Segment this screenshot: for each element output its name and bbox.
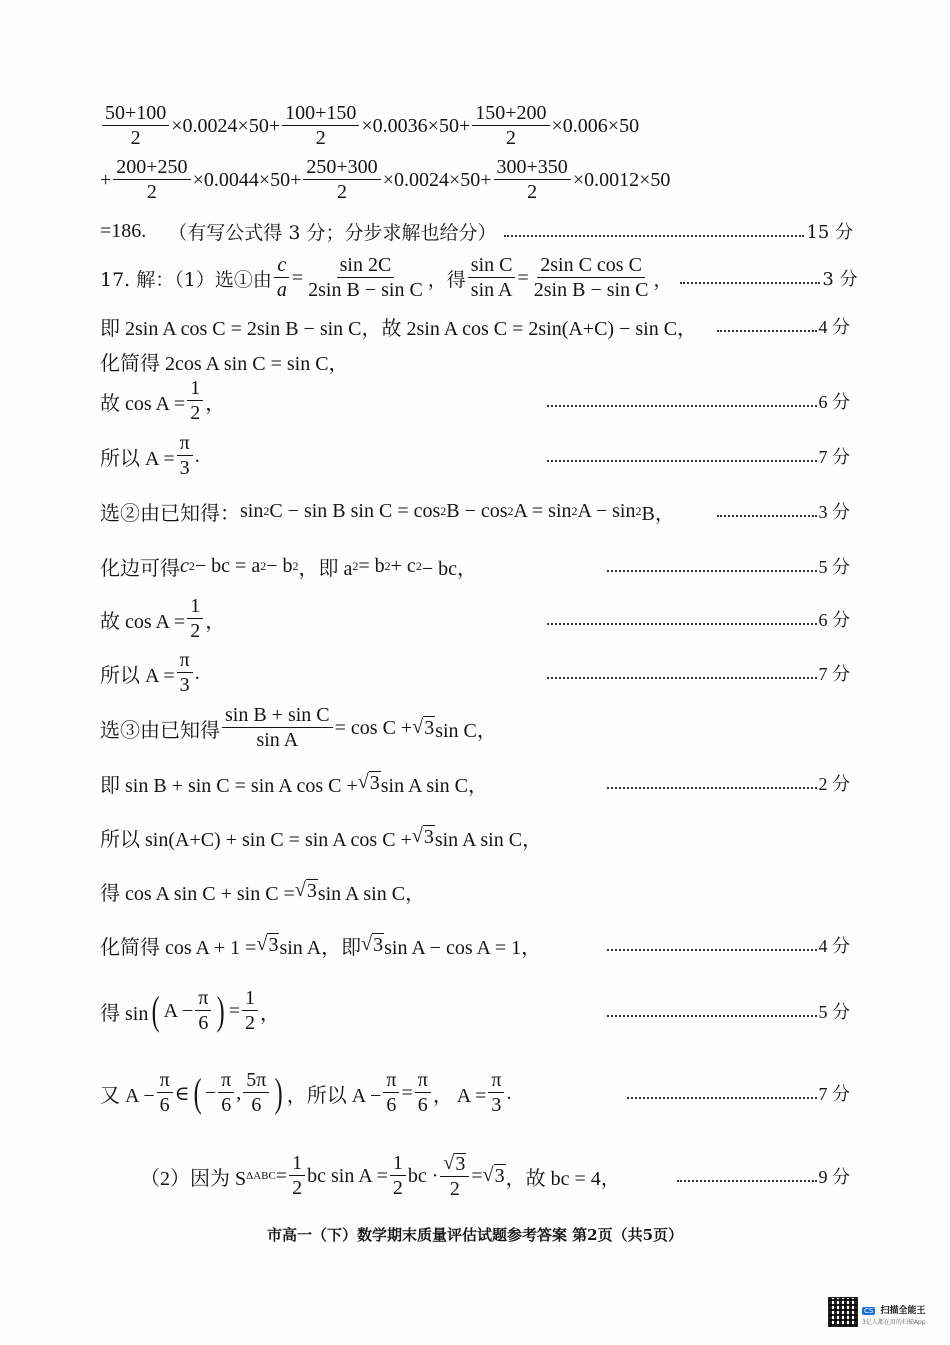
score-marker xyxy=(539,606,851,632)
score-marker xyxy=(599,553,851,579)
qr-code-icon xyxy=(828,1297,858,1327)
fraction: $\frac{100+150}{2}$ xyxy=(282,103,359,149)
question-17-line: 17. 解：（1）选①由 $\frac{c}{a}$ = $\frac{\sin 2C}{\text{2sin B − sin C}}$ ，得 $\frac{\text{sin C}}{\text{sin A}}$ = $\frac{\text{2sin C cos C}}{\text{2sin B − sin C}}$ ， 3 分 xyxy=(100,254,858,301)
fraction: $\frac{1}{2}$ xyxy=(187,596,203,642)
fraction: $\frac{\pi}{3}$ xyxy=(177,433,193,479)
fraction: $\frac{\pi}{3}$ xyxy=(177,650,193,696)
score-marker xyxy=(599,770,851,796)
fraction: $\frac{\text{sin B + sin C}}{\text{sin A}}$ xyxy=(222,705,333,751)
fraction: $\frac{\pi}{6}$ xyxy=(195,988,211,1034)
fraction: $\frac{1}{2}$ xyxy=(390,1153,406,1199)
fraction: $\frac{1}{2}$ xyxy=(187,378,203,424)
solution-line: 得 sin ( A − $\frac{\pi}{6}$ ) = $\frac{1}{2}$ ， 5 分 xyxy=(100,987,850,1034)
points: 7 分 xyxy=(818,447,850,467)
points: 3 分 xyxy=(818,502,850,522)
sqrt-symbol: √ 3 xyxy=(361,933,384,956)
expression-line-1 xyxy=(100,100,850,152)
solution-line: 故 cos A = $\frac{1}{2}$ ， 6 分 xyxy=(100,377,850,424)
score-marker xyxy=(496,218,853,244)
score-marker xyxy=(599,932,851,958)
solution-line: 所以 A = $\frac{\pi}{3}$ . 7 分 xyxy=(100,432,850,479)
sqrt-symbol: √ 3 xyxy=(411,825,434,848)
fraction: $\frac{1}{2}$ xyxy=(289,1153,305,1199)
fraction: $\frac{\pi}{3}$ xyxy=(488,1070,504,1116)
score-marker xyxy=(709,498,851,524)
points: 4 分 xyxy=(818,936,850,956)
fraction: $\frac{\text{2sin C cos C}}{\text{2sin B − sin C}}$ xyxy=(533,254,649,301)
solution-line: 故 cos A = $\frac{1}{2}$ ， 6 分 xyxy=(100,595,850,642)
solution-line: 选②由已知得： sin 2 C − sin B sin C = cos 2 B − cos 2 A = sin 2 A − sin 2 B， 3 分 xyxy=(100,499,850,525)
expression-line-2 xyxy=(100,154,850,206)
solution-line: 化简得 cos A + 1 = √ 3 sin A，即 √ 3 sin A − cos A = 1， 4 分 xyxy=(100,933,850,959)
score-marker xyxy=(669,1163,851,1189)
score-marker xyxy=(539,388,851,414)
fraction: $\frac{\pi}{6}$ xyxy=(157,1070,173,1116)
fraction: $\frac{1}{2}$ xyxy=(242,988,258,1034)
expression-text: ×0.0036×50+ xyxy=(361,114,471,137)
fraction: $\frac{c}{a}$ xyxy=(274,255,290,301)
score-marker xyxy=(619,1080,851,1106)
fraction: $\frac{\pi}{6}$ xyxy=(415,1070,431,1116)
score-marker xyxy=(539,660,851,686)
fraction: $\frac{\sin 2C}{\text{2sin B − sin C}}$ xyxy=(308,254,423,301)
solution-text: 化简得 2cos A sin C = sin C， xyxy=(100,352,349,375)
expression-text: + xyxy=(100,168,112,191)
expression-text: ×0.0012×50 xyxy=(572,168,671,191)
solution-text: 即 2sin A cos C = 2sin B − sin C，故 2sin A cos C = 2sin(A+C) − sin C， xyxy=(100,317,698,340)
points: 15 分 xyxy=(806,222,854,243)
solution-line: （2）因为 S ΔABC = $\frac{1}{2}$ bc sin A = $\frac{1}{2}$ bc · √ 3 2 = √ 3 ，故 bc = 4， 9 分 xyxy=(140,1151,850,1200)
fraction: $\frac{50+100}{2}$ xyxy=(102,103,169,149)
expression-text: ×0.006×50 xyxy=(551,114,640,137)
result-line xyxy=(100,205,854,257)
sqrt-symbol: √ 3 xyxy=(294,879,317,902)
fraction: $\frac{250+300}{2}$ xyxy=(303,157,380,203)
score-marker xyxy=(672,265,857,291)
solution-line: 所以 A = $\frac{\pi}{3}$ . 7 分 xyxy=(100,649,850,696)
fraction: $\frac{150+200}{2}$ xyxy=(472,103,549,149)
scanner-watermark: CS 扫描全能王 3亿人都在用的扫描App xyxy=(828,1296,930,1328)
sqrt-symbol: √ 3 xyxy=(256,933,279,956)
sqrt-symbol: √ 3 xyxy=(482,1164,505,1187)
page-footer: 市高一（下）数学期末质量评估试题参考答案 第2页（共5页） xyxy=(266,1226,684,1244)
solution-line: 即 sin B + sin C = sin A cos C + √ 3 sin A sin C， 2 分 xyxy=(100,771,850,797)
points: 3 分 xyxy=(822,269,858,290)
points: 5 分 xyxy=(818,1002,850,1022)
score-marker xyxy=(599,998,851,1024)
solution-line: 得 cos A sin C + sin C = √ 3 sin A sin C， xyxy=(100,879,426,905)
points: 9 分 xyxy=(818,1167,850,1187)
solution-line: 化边可得 c 2 − bc = a 2 − b 2 ，即 a 2 = b 2 + c 2 − bc， 5 分 xyxy=(100,554,850,580)
sqrt-symbol: √ 3 xyxy=(443,1151,466,1175)
expression-text: ×0.0024×50+ xyxy=(171,114,281,137)
sqrt-symbol: √ 3 xyxy=(357,771,380,794)
sqrt-symbol: √ 3 xyxy=(412,716,435,739)
fraction: $\frac{300+350}{2}$ xyxy=(494,157,571,203)
cs-logo-icon: CS xyxy=(864,1307,874,1315)
fraction: $\frac{\pi}{6}$ xyxy=(218,1070,234,1116)
scoring-note: （有写公式得 3 分；分步求解也给分） xyxy=(168,221,497,244)
points: 7 分 xyxy=(818,1084,850,1104)
points: 2 分 xyxy=(818,774,850,794)
fraction: $\frac{\pi}{6}$ xyxy=(383,1070,399,1116)
expression-text: ×0.0044×50+ xyxy=(192,168,302,191)
fraction: $\frac{5\pi}{6}$ xyxy=(243,1070,269,1116)
fraction: $\frac{200+250}{2}$ xyxy=(113,157,190,203)
points: 5 分 xyxy=(818,557,850,577)
fraction: √ 3 2 xyxy=(440,1153,469,1200)
result-value: =186. xyxy=(100,219,147,242)
question-label: 17. 解：（1）选①由 xyxy=(100,268,272,291)
points: 6 分 xyxy=(818,392,850,412)
points: 4 分 xyxy=(818,317,850,337)
solution-line: 所以 sin(A+C) + sin C = sin A cos C + √ 3 sin A sin C， xyxy=(100,825,543,851)
points: 7 分 xyxy=(818,664,850,684)
solution-line: 选③由已知得 $\frac{\text{sin B + sin C}}{\text{sin A}}$ = cos C + √ 3 sin C， xyxy=(100,704,497,751)
fraction: $\frac{\text{sin C}}{\text{sin A}}$ xyxy=(468,255,516,301)
score-marker xyxy=(539,443,851,469)
expression-text: ×0.0024×50+ xyxy=(382,168,492,191)
solution-line: 又 A − $\frac{\pi}{6}$ ∈ ( − $\frac{\pi}{6}$ , $\frac{5\pi}{6}$ ) ，所以 A − $\frac{\pi}{6}$ = $\frac{\pi}{6}$ ， A = $\frac{\pi}{3}$ . 7 分 xyxy=(100,1069,850,1116)
points: 6 分 xyxy=(818,610,850,630)
